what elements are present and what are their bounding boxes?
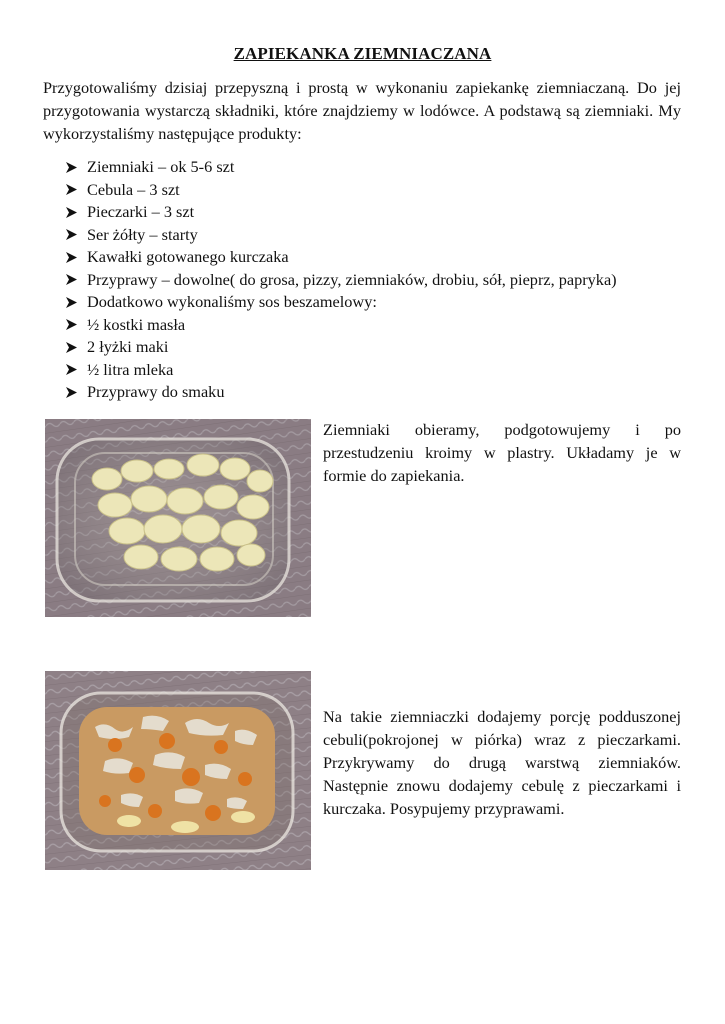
document-title: ZAPIEKANKA ZIEMNIACZANA [233, 44, 492, 63]
ingredient-text: Przyprawy do smaku [87, 382, 225, 401]
sliced-potatoes-photo [45, 419, 311, 617]
ingredient-text: Cebula – 3 szt [87, 179, 180, 199]
list-item [65, 336, 617, 359]
list-item [65, 359, 617, 382]
list-item [65, 314, 617, 337]
arrow-bullet-icon [65, 363, 87, 376]
ingredient-text: Pieczarki – 3 szt [87, 202, 195, 221]
step-2-text: Na takie ziemniaczki dodajemy porcję podduszonej cebuli(pokrojonej w piórka) wraz z pieczarkami. Przykrywamy do drugą warstwą ziemniaków. Następnie znowu dodajemy cebulę z pieczarkami i kurczaka. Posypujemy przyprawami. [323, 707, 681, 818]
ingredient-text: Ziemniaki – ok 5-6 szt [87, 157, 235, 176]
list-item [65, 156, 617, 179]
arrow-bullet-icon [65, 251, 87, 264]
ingredient-text: ½ kostki masła [87, 314, 186, 334]
step-1-text: Ziemniaki obieramy, podgotowujemy i po przestudzeniu kroimy w plastry. Układamy je w formie do zapiekania. [323, 420, 681, 485]
arrow-bullet-icon [65, 341, 87, 354]
list-item [65, 224, 617, 247]
ingredient-text: Ser żółty – starty [87, 224, 198, 244]
arrow-bullet-icon [65, 161, 87, 174]
ingredient-text: 2 łyżki maki [87, 337, 169, 356]
list-item [65, 246, 617, 269]
arrow-bullet-icon [65, 228, 87, 241]
ingredient-text: Kawałki gotowanego kurczaka [87, 247, 289, 266]
list-item [65, 291, 617, 314]
arrow-bullet-icon [65, 183, 87, 196]
ingredient-text: Przyprawy – dowolne( do grosa, pizzy, ziemniaków, drobiu, sół, pieprz, papryka) [87, 269, 617, 289]
ingredient-text: Dodatkowo wykonaliśmy sos beszamelowy: [87, 292, 377, 311]
ingredient-text: ½ litra mleka [87, 359, 174, 379]
intro-paragraph: Przygotowaliśmy dzisiaj przepyszną i prostą w wykonaniu zapiekankę ziemniaczaną. Do jej przygotowania wystarczą składniki, które znajdziemy w lodówce. A podstawą są ziemniaki. My wykorzystaliśmy następujące produkty: [43, 78, 681, 143]
arrow-bullet-icon [65, 386, 87, 399]
ingredients-list [65, 156, 617, 404]
list-item [65, 201, 617, 224]
arrow-bullet-icon [65, 206, 87, 219]
layered-casserole-photo [45, 671, 311, 870]
arrow-bullet-icon [65, 318, 87, 331]
list-item [65, 381, 617, 404]
list-item [65, 269, 617, 292]
arrow-bullet-icon [65, 273, 87, 286]
arrow-bullet-icon [65, 296, 87, 309]
list-item [65, 179, 617, 202]
